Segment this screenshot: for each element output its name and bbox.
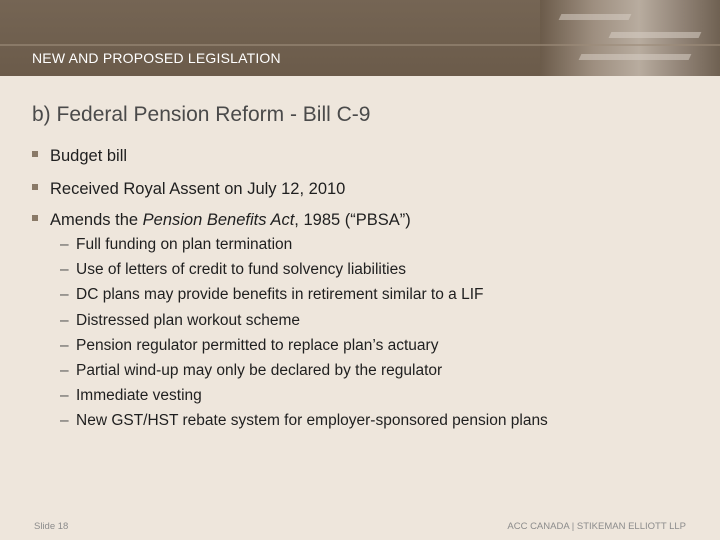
sub-item-text: Immediate vesting (76, 387, 202, 404)
header-photo (540, 0, 720, 76)
sub-item-text: Use of letters of credit to fund solvency liabilities (76, 261, 406, 278)
dash-marker: – (60, 412, 69, 429)
header-stripe (0, 44, 720, 46)
sub-item-text: DC plans may provide benefits in retirement similar to a LIF (76, 286, 484, 303)
dash-marker: – (60, 362, 69, 379)
bullet-marker (32, 184, 38, 190)
photo-beam (559, 14, 632, 20)
dash-marker: – (60, 286, 69, 303)
sub-item-text: Full funding on plan termination (76, 236, 293, 253)
sub-item-text: Pension regulator permitted to replace plan’s actuary (76, 337, 439, 354)
bullet-text: Received Royal Assent on July 12, 2010 (50, 180, 346, 198)
sub-item-text: Partial wind-up may only be declared by the regulator (76, 362, 443, 379)
photo-beam (609, 32, 702, 38)
footer-org: ACC CANADA | STIKEMAN ELLIOTT LLP (507, 521, 686, 532)
bullet-text-part: Amends the (50, 211, 143, 229)
bullet-marker (32, 215, 38, 221)
photo-beam (579, 54, 692, 60)
dash-marker: – (60, 337, 69, 354)
bullet-text: Budget bill (50, 147, 128, 165)
bullet-text-part: , 1985 (“PBSA”) (294, 211, 411, 229)
dash-marker: – (60, 387, 69, 404)
slide-number: Slide 18 (34, 521, 69, 532)
bullet-text (50, 211, 411, 230)
sub-item-text: Distressed plan workout scheme (76, 312, 300, 329)
dash-marker: – (60, 312, 69, 329)
bullet-marker (32, 151, 38, 157)
section-label: NEW AND PROPOSED LEGISLATION (32, 50, 281, 66)
sub-item-text: New GST/HST rebate system for employer-sponsored pension plans (76, 412, 548, 429)
slide-title: b) Federal Pension Reform - Bill C-9 (32, 103, 371, 126)
dash-marker: – (60, 261, 69, 278)
dash-marker: – (60, 236, 69, 253)
act-name: Pension Benefits Act (142, 211, 295, 229)
